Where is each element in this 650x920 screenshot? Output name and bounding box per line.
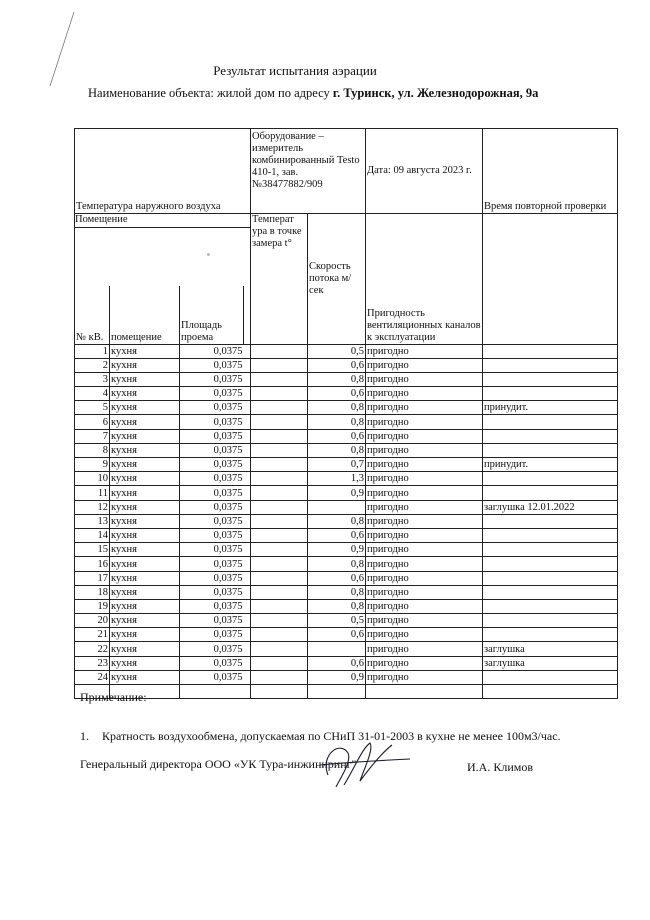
- opening-area-cell: 0,0375: [180, 571, 244, 585]
- apt-number-cell: 18: [75, 585, 110, 599]
- opening-area-cell: 0,0375: [180, 387, 244, 401]
- apt-number-cell: 16: [75, 557, 110, 571]
- table-row: [75, 670, 618, 684]
- apt-number-cell: 8: [75, 443, 110, 457]
- recheck-cell: [483, 543, 618, 557]
- recheck-cell: заглушка: [483, 642, 618, 656]
- spacer-cell: [244, 500, 251, 514]
- table-row: [75, 458, 618, 472]
- header-outdoor-temp: Температура наружного воздуха: [75, 129, 251, 214]
- flow-speed-cell: 0,7: [308, 458, 366, 472]
- suitability-cell: пригодно: [366, 401, 483, 415]
- room-cell: кухня: [110, 443, 180, 457]
- apt-number-cell: 2: [75, 358, 110, 372]
- flow-speed-cell: 0,6: [308, 528, 366, 542]
- suitability-cell: пригодно: [366, 656, 483, 670]
- temperature-cell: [251, 656, 308, 670]
- opening-area-cell: 0,0375: [180, 344, 244, 358]
- header-recheck-empty: [483, 214, 618, 345]
- apt-number-cell: 15: [75, 543, 110, 557]
- flow-speed-cell: 0,6: [308, 387, 366, 401]
- spacer-cell: [244, 387, 251, 401]
- room-cell: кухня: [110, 670, 180, 684]
- flow-speed-cell: 0,8: [308, 557, 366, 571]
- recheck-cell: [483, 514, 618, 528]
- suitability-cell: пригодно: [366, 571, 483, 585]
- temperature-cell: [251, 685, 308, 699]
- spacer-cell: [244, 642, 251, 656]
- room-cell: кухня: [110, 514, 180, 528]
- temperature-cell: [251, 614, 308, 628]
- recheck-cell: заглушка 12.01.2022: [483, 500, 618, 514]
- recheck-cell: [483, 585, 618, 599]
- spacer-cell: [244, 514, 251, 528]
- flow-speed-cell: 0,8: [308, 372, 366, 386]
- room-cell: кухня: [110, 614, 180, 628]
- flow-speed-cell: 0,6: [308, 429, 366, 443]
- table-row: [75, 429, 618, 443]
- apt-number-cell: 21: [75, 628, 110, 642]
- flow-speed-cell: 0,9: [308, 543, 366, 557]
- suitability-cell: [366, 685, 483, 699]
- spacer-cell: [244, 543, 251, 557]
- opening-area-cell: 0,0375: [180, 514, 244, 528]
- room-cell: кухня: [110, 472, 180, 486]
- spacer-cell: [244, 599, 251, 613]
- opening-area-cell: 0,0375: [180, 557, 244, 571]
- spacer-cell: [244, 585, 251, 599]
- spacer-cell: [244, 472, 251, 486]
- room-cell: кухня: [110, 429, 180, 443]
- recheck-cell: [483, 387, 618, 401]
- room-cell: кухня: [110, 557, 180, 571]
- table-row: [75, 628, 618, 642]
- spacer-cell: [244, 656, 251, 670]
- apt-number-cell: 5: [75, 401, 110, 415]
- page-title: Результат испытания аэрации: [213, 63, 377, 78]
- apt-number-cell: 10: [75, 472, 110, 486]
- opening-area-cell: 0,0375: [180, 543, 244, 557]
- recheck-cell: [483, 358, 618, 372]
- room-cell: кухня: [110, 387, 180, 401]
- temperature-cell: [251, 585, 308, 599]
- table-row: [75, 472, 618, 486]
- spacer-cell: [244, 344, 251, 358]
- flow-speed-cell: 0,5: [308, 344, 366, 358]
- spacer-cell: [244, 670, 251, 684]
- recheck-cell: [483, 614, 618, 628]
- header-spacer: [244, 286, 251, 344]
- temperature-cell: [251, 472, 308, 486]
- suitability-cell: пригодно: [366, 387, 483, 401]
- recheck-cell: [483, 429, 618, 443]
- temperature-cell: [251, 401, 308, 415]
- recheck-cell: [483, 528, 618, 542]
- temperature-cell: [251, 670, 308, 684]
- recheck-cell: [483, 685, 618, 699]
- scan-dot: [207, 253, 210, 256]
- table-row: [75, 486, 618, 500]
- suitability-cell: пригодно: [366, 614, 483, 628]
- apt-number-cell: 7: [75, 429, 110, 443]
- apt-number-cell: 19: [75, 599, 110, 613]
- apt-number-cell: 22: [75, 642, 110, 656]
- room-cell: кухня: [110, 486, 180, 500]
- opening-area-cell: 0,0375: [180, 599, 244, 613]
- temperature-cell: [251, 628, 308, 642]
- opening-area-cell: 0,0375: [180, 628, 244, 642]
- opening-area-cell: [180, 685, 244, 699]
- header-room-group: Помещение: [75, 214, 250, 228]
- flow-speed-cell: [308, 685, 366, 699]
- flow-speed-cell: 0,5: [308, 614, 366, 628]
- apt-number-cell: 24: [75, 670, 110, 684]
- suitability-cell: пригодно: [366, 415, 483, 429]
- apt-number-cell: 14: [75, 528, 110, 542]
- header-opening-area: Площадь проема: [180, 286, 244, 344]
- apt-number-cell: 3: [75, 372, 110, 386]
- apt-number-cell: 6: [75, 415, 110, 429]
- header-suitability: Пригодность вентиляционных каналов к эксплуатации: [366, 214, 483, 345]
- room-cell: кухня: [110, 415, 180, 429]
- flow-speed-cell: 0,6: [308, 571, 366, 585]
- suitability-cell: пригодно: [366, 514, 483, 528]
- suitability-cell: пригодно: [366, 443, 483, 457]
- table-row: [75, 543, 618, 557]
- room-cell: кухня: [110, 628, 180, 642]
- temperature-cell: [251, 571, 308, 585]
- table-row: [75, 344, 618, 358]
- flow-speed-cell: 0,6: [308, 656, 366, 670]
- opening-area-cell: 0,0375: [180, 358, 244, 372]
- recheck-cell: [483, 670, 618, 684]
- opening-area-cell: 0,0375: [180, 486, 244, 500]
- suitability-cell: пригодно: [366, 429, 483, 443]
- apt-number-cell: 13: [75, 514, 110, 528]
- recheck-cell: заглушка: [483, 656, 618, 670]
- temperature-cell: [251, 415, 308, 429]
- suitability-cell: пригодно: [366, 458, 483, 472]
- note-number: 1.: [80, 729, 89, 743]
- suitability-cell: пригодно: [366, 599, 483, 613]
- opening-area-cell: 0,0375: [180, 656, 244, 670]
- header-recheck-time: Время повторной проверки: [483, 129, 618, 214]
- signer-title: Генеральный директора ООО «УК Тура-инжиниринг": [80, 757, 357, 771]
- header-date: Дата: 09 августа 2023 г.: [366, 129, 483, 214]
- spacer-cell: [244, 557, 251, 571]
- recheck-cell: [483, 443, 618, 457]
- apt-number-cell: 4: [75, 387, 110, 401]
- flow-speed-cell: 0,8: [308, 415, 366, 429]
- note-text: Кратность воздухообмена, допускаемая по СНиП 31-01-2003 в кухне не менее 100м3/час.: [102, 729, 561, 743]
- table-row: [75, 358, 618, 372]
- recheck-cell: принудит.: [483, 401, 618, 415]
- apt-number-cell: 11: [75, 486, 110, 500]
- table-row: [75, 500, 618, 514]
- recheck-cell: [483, 415, 618, 429]
- apt-number-cell: 20: [75, 614, 110, 628]
- flow-speed-cell: [308, 500, 366, 514]
- table-row: [75, 372, 618, 386]
- apt-number-cell: 23: [75, 656, 110, 670]
- room-cell: кухня: [110, 585, 180, 599]
- note-label: Примечание:: [80, 690, 147, 704]
- recheck-cell: [483, 557, 618, 571]
- temperature-cell: [251, 642, 308, 656]
- flow-speed-cell: 0,8: [308, 401, 366, 415]
- object-address: г. Туринск, ул. Железнодорожная, 9а: [332, 86, 539, 100]
- temperature-cell: [251, 429, 308, 443]
- signer-name: И.А. Климов: [467, 760, 534, 774]
- table-row: [75, 599, 618, 613]
- temperature-cell: [251, 458, 308, 472]
- opening-area-cell: 0,0375: [180, 401, 244, 415]
- table-row: [75, 685, 618, 699]
- suitability-cell: пригодно: [366, 557, 483, 571]
- table-row: [75, 642, 618, 656]
- table-row: [75, 557, 618, 571]
- flow-speed-cell: 0,9: [308, 486, 366, 500]
- apt-number-cell: 12: [75, 500, 110, 514]
- suitability-cell: пригодно: [366, 670, 483, 684]
- suitability-cell: пригодно: [366, 543, 483, 557]
- recheck-cell: [483, 472, 618, 486]
- header-flow-speed: Скорость потока м/сек: [308, 214, 366, 345]
- room-cell: кухня: [110, 571, 180, 585]
- suitability-cell: пригодно: [366, 372, 483, 386]
- header-equipment: Оборудование – измеритель комбинированный Testo 410-1, зав. №38477882/909: [251, 129, 366, 214]
- spacer-cell: [244, 614, 251, 628]
- header-apt-no: № кВ.: [75, 286, 110, 344]
- suitability-cell: пригодно: [366, 486, 483, 500]
- recheck-cell: [483, 628, 618, 642]
- opening-area-cell: 0,0375: [180, 443, 244, 457]
- room-cell: кухня: [110, 599, 180, 613]
- room-cell: кухня: [110, 401, 180, 415]
- suitability-cell: пригодно: [366, 472, 483, 486]
- suitability-cell: пригодно: [366, 358, 483, 372]
- temperature-cell: [251, 344, 308, 358]
- aeration-results-table: [74, 128, 618, 699]
- temperature-cell: [251, 387, 308, 401]
- table-row: [75, 401, 618, 415]
- room-cell: кухня: [110, 642, 180, 656]
- room-cell: кухня: [110, 528, 180, 542]
- recheck-cell: принудит.: [483, 458, 618, 472]
- room-cell: кухня: [110, 458, 180, 472]
- spacer-cell: [244, 685, 251, 699]
- handwritten-signature: [300, 735, 420, 795]
- room-cell: кухня: [110, 372, 180, 386]
- header-room: помещение: [110, 286, 180, 344]
- object-line: [88, 86, 538, 101]
- suitability-cell: пригодно: [366, 344, 483, 358]
- opening-area-cell: 0,0375: [180, 642, 244, 656]
- table-row: [75, 443, 618, 457]
- temperature-cell: [251, 372, 308, 386]
- spacer-cell: [244, 458, 251, 472]
- table-row: [75, 387, 618, 401]
- opening-area-cell: 0,0375: [180, 415, 244, 429]
- opening-area-cell: 0,0375: [180, 500, 244, 514]
- header-room-group-cell: [75, 214, 251, 287]
- flow-speed-cell: 1,3: [308, 472, 366, 486]
- room-cell: кухня: [110, 358, 180, 372]
- spacer-cell: [244, 372, 251, 386]
- room-cell: кухня: [110, 543, 180, 557]
- opening-area-cell: 0,0375: [180, 372, 244, 386]
- header-temp-at-point: Температ ура в точке замера t°: [251, 214, 308, 345]
- spacer-cell: [244, 358, 251, 372]
- table-row: [75, 614, 618, 628]
- apt-number-cell: 17: [75, 571, 110, 585]
- opening-area-cell: 0,0375: [180, 472, 244, 486]
- temperature-cell: [251, 599, 308, 613]
- table-row: [75, 656, 618, 670]
- spacer-cell: [244, 628, 251, 642]
- temperature-cell: [251, 358, 308, 372]
- temperature-cell: [251, 500, 308, 514]
- opening-area-cell: 0,0375: [180, 670, 244, 684]
- suitability-cell: пригодно: [366, 642, 483, 656]
- object-label: Наименование объекта: жилой дом по адресу: [88, 86, 333, 100]
- temperature-cell: [251, 443, 308, 457]
- flow-speed-cell: 0,8: [308, 599, 366, 613]
- recheck-cell: [483, 599, 618, 613]
- opening-area-cell: 0,0375: [180, 585, 244, 599]
- flow-speed-cell: 0,8: [308, 585, 366, 599]
- flow-speed-cell: 0,8: [308, 443, 366, 457]
- suitability-cell: пригодно: [366, 585, 483, 599]
- table-row: [75, 514, 618, 528]
- flow-speed-cell: 0,6: [308, 358, 366, 372]
- table-row: [75, 571, 618, 585]
- flow-speed-cell: 0,9: [308, 670, 366, 684]
- room-cell: кухня: [110, 344, 180, 358]
- spacer-cell: [244, 571, 251, 585]
- recheck-cell: [483, 372, 618, 386]
- flow-speed-cell: [308, 642, 366, 656]
- flow-speed-cell: 0,8: [308, 514, 366, 528]
- suitability-cell: пригодно: [366, 500, 483, 514]
- table-row: [75, 585, 618, 599]
- spacer-cell: [244, 401, 251, 415]
- temperature-cell: [251, 528, 308, 542]
- temperature-cell: [251, 486, 308, 500]
- opening-area-cell: 0,0375: [180, 458, 244, 472]
- opening-area-cell: 0,0375: [180, 614, 244, 628]
- opening-area-cell: 0,0375: [180, 528, 244, 542]
- table-row: [75, 415, 618, 429]
- temperature-cell: [251, 557, 308, 571]
- recheck-cell: [483, 571, 618, 585]
- apt-number-cell: 9: [75, 458, 110, 472]
- spacer-cell: [244, 415, 251, 429]
- apt-number-cell: 1: [75, 344, 110, 358]
- recheck-cell: [483, 486, 618, 500]
- recheck-cell: [483, 344, 618, 358]
- table-row: [75, 528, 618, 542]
- suitability-cell: пригодно: [366, 528, 483, 542]
- flow-speed-cell: 0,6: [308, 628, 366, 642]
- suitability-cell: пригодно: [366, 628, 483, 642]
- spacer-cell: [244, 528, 251, 542]
- room-cell: кухня: [110, 656, 180, 670]
- spacer-cell: [244, 443, 251, 457]
- temperature-cell: [251, 514, 308, 528]
- spacer-cell: [244, 429, 251, 443]
- room-cell: кухня: [110, 500, 180, 514]
- temperature-cell: [251, 543, 308, 557]
- opening-area-cell: 0,0375: [180, 429, 244, 443]
- spacer-cell: [244, 486, 251, 500]
